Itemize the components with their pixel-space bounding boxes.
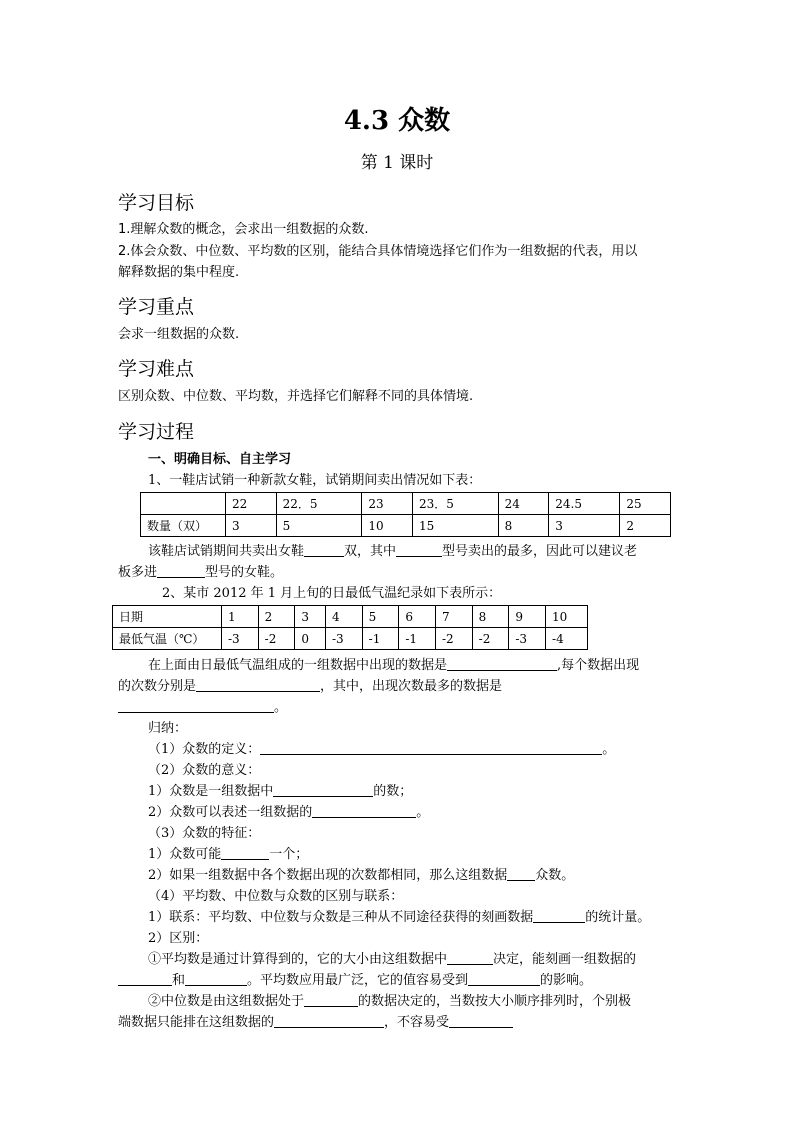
- compare-2-line2: 端数据只能排在这组数据的 ，不容易受: [118, 1013, 513, 1033]
- summary-4-1: 1）联系：平均数、中位数与众数是三种从不同途径获得的刻画数据 的统计量。: [148, 910, 651, 925]
- page-subtitle: 第 1 课时: [360, 153, 434, 173]
- table-cell: 3: [549, 515, 620, 537]
- table-cell: 6: [399, 606, 436, 628]
- compare-1-line1: ①平均数是通过计算得到的，它的大小由这组数据中 决定，能刻画一组数据的: [148, 952, 637, 967]
- table-cell: 5: [276, 515, 362, 537]
- median-blank-2[interactable]: [274, 1013, 384, 1028]
- q1-blank-2[interactable]: [396, 542, 442, 557]
- relation-blank[interactable]: [533, 908, 585, 923]
- meaning-blank-2[interactable]: [312, 803, 416, 818]
- table-cell: -1: [362, 628, 399, 650]
- table-cell: -3: [222, 628, 259, 650]
- table-cell: 1: [222, 606, 259, 628]
- table-row: [113, 606, 588, 628]
- table-cell: 10: [546, 606, 588, 628]
- heading-difficulty: 学习难点: [118, 358, 195, 380]
- feature-blank-1[interactable]: [221, 845, 269, 860]
- table-cell: 0: [295, 628, 326, 650]
- q2-line2: 的次数分别是 ，其中，出现次数最多的数据是: [118, 679, 503, 694]
- table-cell: 最低气温（℃）: [113, 628, 222, 650]
- table-cell: 23: [362, 493, 413, 515]
- goal-1: 1.理解众数的概念，会求出一组数据的众数.: [118, 222, 369, 237]
- mean-blank-3[interactable]: [185, 971, 247, 986]
- table-row: [141, 515, 671, 537]
- q1-line1: 该鞋店试销期间共卖出女鞋 双，其中 型号卖出的最多，因此可以建议老: [148, 544, 638, 559]
- q2-blank-2[interactable]: [196, 677, 320, 692]
- table-cell: 日期: [113, 606, 222, 628]
- feature-blank-2[interactable]: [507, 866, 535, 881]
- summary-2: （2）众数的意义：: [148, 763, 261, 778]
- table-cell: 8: [472, 606, 509, 628]
- page-title: 4.3 众数: [343, 106, 451, 136]
- q2-line1: 在上面由日最低气温组成的一组数据中出现的数据是 ,每个数据出现: [148, 658, 640, 673]
- heading-process: 学习过程: [118, 421, 195, 443]
- table-cell: 3: [295, 606, 326, 628]
- table-cell: 5: [362, 606, 399, 628]
- definition-blank[interactable]: [260, 740, 602, 755]
- goal-2b: 解释数据的集中程度.: [118, 265, 240, 280]
- table-cell: -3: [509, 628, 546, 650]
- heading-key: 学习重点: [118, 296, 195, 318]
- table-cell: 15: [412, 515, 498, 537]
- table-cell: 4: [325, 606, 362, 628]
- table-cell: -4: [546, 628, 588, 650]
- summary-label: 归纳：: [148, 721, 188, 736]
- compare-2-line1: ②中位数是由这组数据处于 的数据决定的，当数按大小顺序排列时，个别极: [148, 994, 632, 1009]
- table-cell: 23．5: [412, 493, 498, 515]
- table-row: [141, 493, 671, 515]
- difficulty-text: 区别众数、中位数、平均数，并选择它们解释不同的具体情境.: [118, 389, 474, 404]
- summary-4: （4）平均数、中位数与众数的区别与联系：: [148, 889, 404, 904]
- table-cell: 2: [620, 515, 671, 537]
- table-cell: 3: [226, 515, 277, 537]
- compare-1-line2: 和 。平均数应用最广泛，它的值容易受到 的影响。: [118, 971, 592, 991]
- q2-intro: 2、某市 2012 年 1 月上旬的日最低气温纪录如下表所示：: [162, 586, 502, 601]
- table-row: [113, 628, 588, 650]
- mean-blank-1[interactable]: [447, 950, 493, 965]
- table-cell: 24: [498, 493, 549, 515]
- table-cell: 10: [362, 515, 413, 537]
- table-cell: 8: [498, 515, 549, 537]
- table-cell: -1: [399, 628, 436, 650]
- heading-goals: 学习目标: [118, 192, 195, 214]
- table-cell: 数量（双）: [141, 515, 226, 537]
- q2-blank-3[interactable]: [118, 698, 274, 713]
- table-cell: 22．5: [276, 493, 362, 515]
- table-cell: 24.5: [549, 493, 620, 515]
- q2-line3: 。: [118, 698, 287, 718]
- mean-blank-4[interactable]: [468, 971, 540, 986]
- table-cell: 9: [509, 606, 546, 628]
- table-cell: 22: [226, 493, 277, 515]
- summary-2-2: 2）众数可以表述一组数据的 。: [148, 805, 430, 820]
- median-blank-3[interactable]: [449, 1013, 513, 1028]
- summary-1: （1）众数的定义： 。: [148, 742, 616, 757]
- summary-2-1: 1）众数是一组数据中 的数；: [148, 784, 413, 799]
- shoe-sales-table: [140, 492, 671, 537]
- meaning-blank-1[interactable]: [273, 782, 373, 797]
- q2-blank-1[interactable]: [447, 656, 557, 671]
- q1-blank-1[interactable]: [304, 542, 344, 557]
- summary-4-2: 2）区别：: [148, 931, 209, 946]
- summary-3: （3）众数的特征：: [148, 826, 261, 841]
- key-text: 会求一组数据的众数.: [118, 327, 240, 342]
- table-cell: -2: [258, 628, 295, 650]
- subheading-1: 一、明确目标、自主学习: [148, 452, 292, 467]
- table-cell: -2: [436, 628, 473, 650]
- table-cell: 2: [258, 606, 295, 628]
- summary-3-2: 2）如果一组数据中各个数据出现的次数都相同，那么这组数据 众数。: [148, 868, 575, 883]
- median-blank-1[interactable]: [304, 992, 358, 1007]
- table-cell: 7: [436, 606, 473, 628]
- table-cell: 25: [620, 493, 671, 515]
- q1-line2: 板多进 型号的女鞋。: [118, 565, 284, 580]
- q1-intro: 1、一鞋店试销一种新款女鞋，试销期间卖出情况如下表：: [148, 473, 482, 488]
- goal-2a: 2.体会众数、中位数、平均数的区别，能结合具体情境选择它们作为一组数据的代表，用以: [118, 244, 638, 259]
- mean-blank-2[interactable]: [118, 971, 172, 986]
- temperature-table: [112, 605, 588, 650]
- table-cell: -3: [325, 628, 362, 650]
- summary-3-1: 1）众数可能 一个；: [148, 847, 309, 862]
- table-cell: [141, 493, 226, 515]
- table-cell: -2: [472, 628, 509, 650]
- q1-blank-3[interactable]: [157, 563, 205, 578]
